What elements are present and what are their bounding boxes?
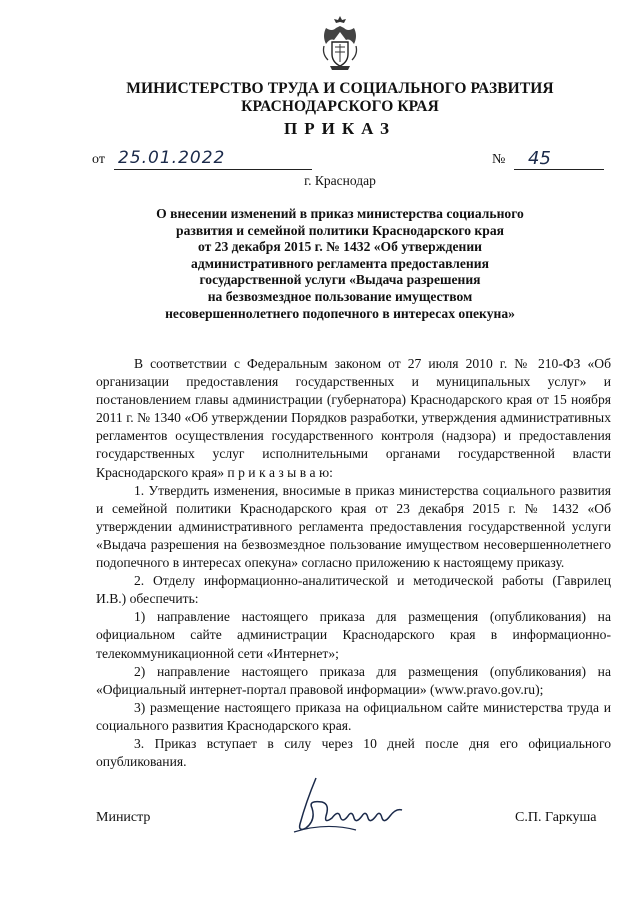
order-body: [96, 355, 611, 771]
coat-of-arms-icon: [318, 14, 362, 74]
order-number: 45: [528, 148, 551, 169]
order-title: ПРИКАЗ: [284, 119, 396, 138]
body-paragraph: 1) направление настоящего приказа для размещения (опубликования) на официальном сайте администрации Краснодарского края в информационно-телекоммуникационной сети «Интернет»;: [96, 609, 611, 661]
body-paragraph: 1. Утвердить изменения, вносимые в приказ министерства социального развития и семейной политики Краснодарского края от 23 декабря 2015 г. № 1432 «Об утверждении административного регламента предоставления государственной услуги «Выдача разрешения на безвозмездное пользование имуществом несовершеннолетнего подопечного в интересах опекуна» согласно приложению к настоящему приказу.: [96, 482, 611, 571]
subject-line: несовершеннолетнего подопечного в интересах опекуна»: [165, 305, 515, 321]
date-underline: [114, 169, 312, 170]
ministry-name-line: КРАСНОДАРСКОГО КРАЯ: [241, 98, 439, 115]
subject-line: от 23 декабря 2015 г. № 1432 «Об утверждении: [197, 239, 483, 255]
number-prefix: №: [492, 152, 506, 167]
subject-line: административного регламента предоставления: [191, 255, 489, 271]
subject-line: на безвозмездное пользование имуществом: [207, 288, 473, 304]
city: г. Краснодар: [304, 173, 376, 188]
body-paragraph: 2. Отделу информационно-аналитической и методической работы (Гаврилец И.В.) обеспечить:: [96, 573, 611, 607]
order-subject: [110, 206, 570, 322]
body-paragraph: 2) направление настоящего приказа для размещения (опубликования) на «Официальный интернет-портал правовой информации» (www.pravo.gov.ru);: [96, 663, 611, 697]
signatory-position: Министр: [96, 810, 151, 825]
ministry-name-line: МИНИСТЕРСТВО ТРУДА И СОЦИАЛЬНОГО РАЗВИТИЯ: [126, 80, 554, 97]
number-underline: [514, 169, 604, 170]
subject-line: развития и семейной политики Краснодарского края: [176, 222, 504, 238]
body-paragraph: В соответствии с Федеральным законом от 27 июля 2010 г. № 210-ФЗ «Об организации предоставления государственных и муниципальных услуг» и постановлением главы администрации (губернатора) Краснодарского края от 15 ноября 2011 г. № 1340 «Об утверждении Порядков разработки, утверждения административных регламентов осуществления государственного контроля (надзора) и предоставления государственных услуг исполнительными органами государственной власти Краснодарского края» п р и к а з ы в а ю:: [96, 356, 611, 480]
signatory-name: С.П. Гаркуша: [515, 810, 597, 825]
ministry-name: [100, 80, 580, 116]
subject-line: О внесении изменений в приказ министерства социального: [156, 206, 524, 221]
subject-line: государственной услуги «Выдача разрешения: [199, 272, 481, 288]
body-paragraph: 3. Приказ вступает в силу через 10 дней после дня его официального опубликования.: [96, 735, 611, 770]
date-prefix: от: [92, 152, 105, 167]
body-paragraph: 3) размещение настоящего приказа на официальном сайте министерства труда и социального развития Краснодарского края.: [96, 699, 611, 733]
date-number-row: [92, 148, 612, 174]
handwritten-signature: [286, 772, 412, 842]
order-date: 25.01.2022: [118, 148, 226, 168]
